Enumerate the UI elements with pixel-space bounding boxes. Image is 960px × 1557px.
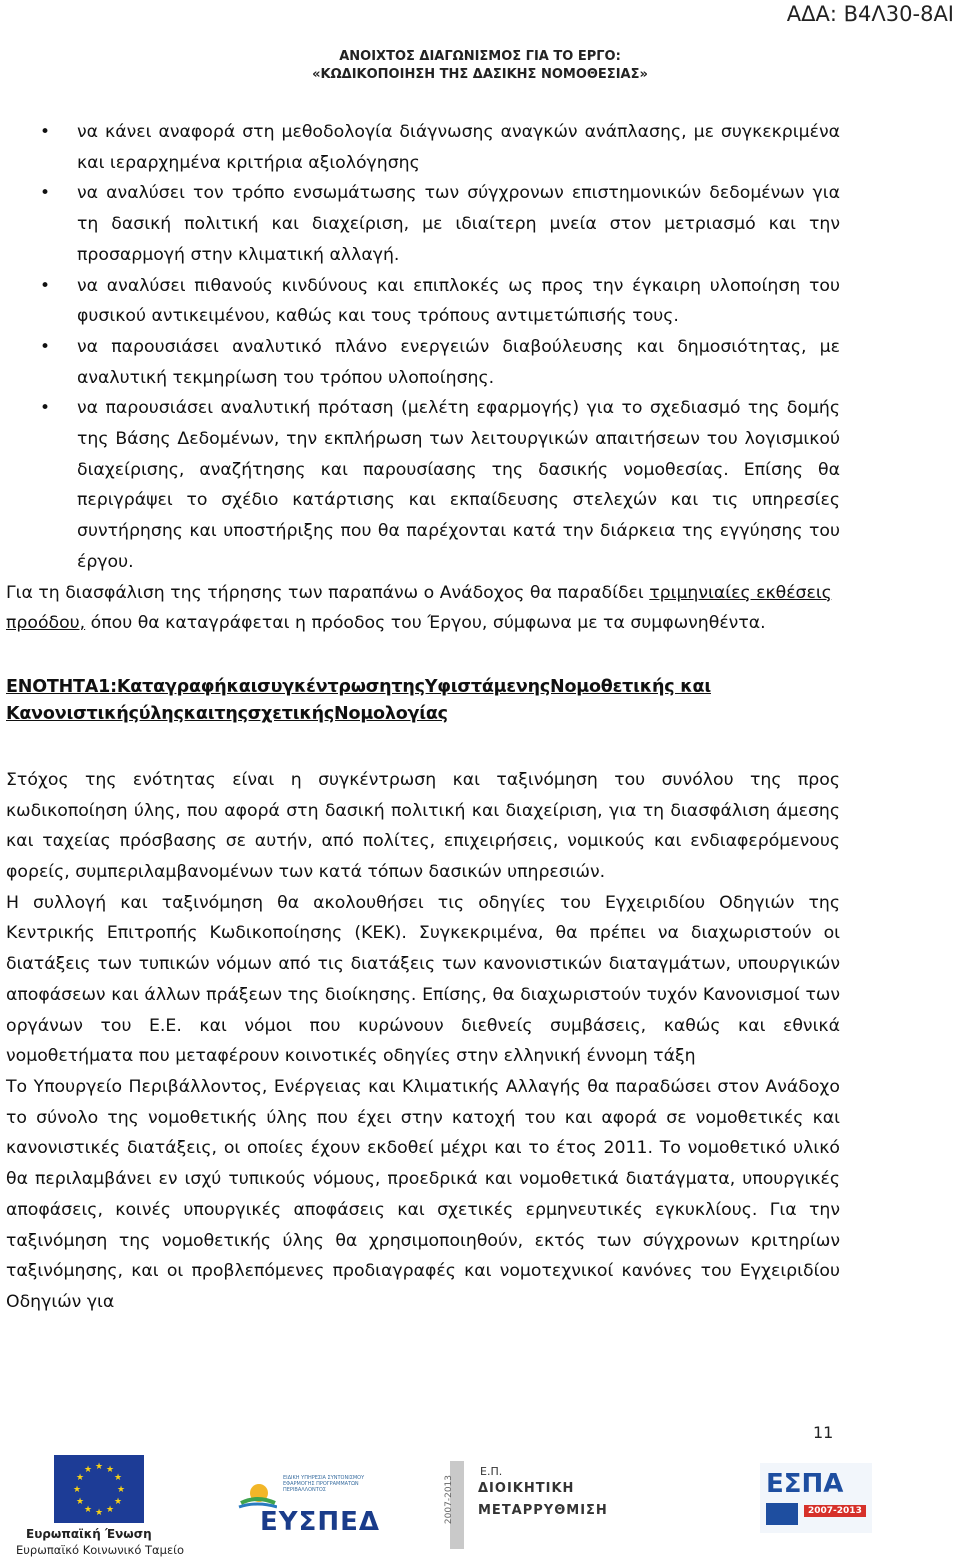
paragraph-collection: Η συλλογή και ταξινόμηση θα ακολουθήσει τις οδηγίες του Εγχειριδίου Οδηγιών της Κεντρικής Επιτροπής Κωδικοποίησης (ΚΕΚ). Συγκεκριμένα, θα πρέπει να διαχωριστούν οι διατάξεις των τυπικών νόμων από τις διατάξεις των κανονιστικών διαταγμάτων, υπουργικών αποφάσεων και άλλων πράξεων της διοίκησης. Επίσης, θα διαχωριστούν τυχόν Κανονισμοί των οργάνων του Ε.Ε. και νόμοι που κυρώνουν διεθνείς συμβάσεις, καθώς και εθνικά νομοθετήματα που μεταφέρουν κοινοτικές οδηγίες στην ελληνική έννομη τάξη xyxy=(6,892,840,1067)
espa-wordmark: ΕΣΠΑ xyxy=(766,1469,844,1499)
assurance-text: Για τη διασφάλιση της τήρησης των παραπάνω ο Ανάδοχος θα παραδίδει xyxy=(6,582,650,603)
ep-line-2: ΜΕΤΑΡΡΥΘΜΙΣΗ xyxy=(478,1503,608,1518)
eu-caption: Ευρωπαϊκή Ένωση xyxy=(26,1527,152,1541)
eysped-wordmark: ΕΥΣΠΕΔ xyxy=(260,1507,380,1537)
svg-text:★: ★ xyxy=(83,1505,93,1515)
list-item: • να αναλύσει τον τρόπο ενσωμάτωσης των σύγχρονων επιστημονικών δεδομένων για τη δασική πολιτική και διαχείριση, με ιδιαίτερη μνεία στον μετριασμό και την προσαρμογή στην κλιματική αλλαγή. xyxy=(6,178,840,270)
svg-text:★: ★ xyxy=(113,1473,123,1483)
eysped-logo xyxy=(235,1473,385,1537)
svg-text:★: ★ xyxy=(72,1485,82,1495)
svg-text:★: ★ xyxy=(105,1505,115,1515)
svg-text:★: ★ xyxy=(105,1465,115,1475)
svg-text:★: ★ xyxy=(83,1465,93,1475)
espa-logo xyxy=(760,1463,872,1533)
list-item: • να αναλύσει πιθανούς κινδύνους και επιπλοκές ως προς την έγκαιρη υλοποίηση του φυσικού αντικειμένου, καθώς και τους τρόπους αντιμετώπισής τους. xyxy=(6,271,840,332)
espa-years: 2007-2013 xyxy=(804,1505,866,1517)
page-number: 11 xyxy=(813,1423,834,1442)
ep-line-1: ΔΙΟΙΚΗΤΙΚΗ xyxy=(478,1481,575,1496)
paragraph-ministry: Το Υπουργείο Περιβάλλοντος, Ενέργειας και Κλιματικής Αλλαγής θα παραδώσει στον Ανάδοχο το σύνολο της νομοθετικής ύλης που έχει στην κατοχή του και αφορά σε νομοθετικές και κανονιστικές διατάξεις, οι οποίες έχουν εκδοθεί μέχρι και το έτος 2011. Το νομοθετικό υλικό θα περιλαμβάνει εν ισχύ τυπικούς νόμους, προεδρικά και νομοθετικά διατάγματα, υπουργικές αποφάσεις, κοινές υπουργικές αποφάσεις και σχετικές ερμηνευτικές εγκυκλίους. Για την ταξινόμηση της νομοθετικής ύλης θα χρησιμοποιηθούν, εκτός των σύγχρονων κριτηρίων ταξινόμησης, και οι προβλεπόμενες προδιαγραφές και νομοτεχνικοί κανόνες του Εγχειριδίου Οδηγιών για xyxy=(6,1076,840,1312)
eysped-caption: ΕΙΔΙΚΗ ΥΠΗΡΕΣΙΑ ΣΥΝΤΟΝΙΣΜΟΥ ΕΦΑΡΜΟΓΗΣ ΠΡΟΓΡΑΜΜΑΤΩΝ ΠΕΡΙΒΑΛΛΟΝΤΟΣ xyxy=(283,1475,365,1493)
svg-text:★: ★ xyxy=(75,1473,85,1483)
svg-text:★: ★ xyxy=(116,1485,126,1495)
document-body xyxy=(6,117,840,1318)
assurance-paragraph xyxy=(6,578,840,639)
eysped-sun-icon xyxy=(237,1473,277,1509)
header-line-1: ΑΝΟΙΧΤΟΣ ΔΙΑΓΩΝΙΣΜΟΣ ΓΙΑ ΤΟ ΕΡΓΟ: xyxy=(339,49,621,64)
greek-flag-icon xyxy=(766,1503,798,1525)
svg-text:★: ★ xyxy=(75,1497,85,1507)
list-item: • να κάνει αναφορά στη μεθοδολογία διάγνωσης αναγκών ανάπλασης, με συγκεκριμένα και ιεραρχημένα κριτήρια αξιολόγησης xyxy=(6,117,840,178)
ep-label: Ε.Π. xyxy=(480,1465,503,1478)
svg-text:★: ★ xyxy=(94,1508,104,1518)
paragraph-goal: Στόχος της ενότητας είναι η συγκέντρωση και ταξινόμηση του συνόλου της προς κωδικοποίηση ύλης, που αφορά στη δασική πολιτική και διαχείριση, για τη διασφάλιση άμεσης και ταχείας πρόσβασης σε αυτήν, από πολίτες, επιχειρήσεις, νομικούς και ενδιαφερόμενους φορείς, συμπεριλαμβανομένων των κατά τόπων δασικών υπηρεσιών. xyxy=(6,769,840,883)
ep-admin-reform-logo xyxy=(440,1461,608,1549)
list-item: • να παρουσιάσει αναλυτικό πλάνο ενεργειών διαβούλευσης και δημοσιότητας, με αναλυτική τεκμηρίωση του τρόπου υλοποίησης. xyxy=(6,332,840,393)
document-header xyxy=(0,48,960,84)
ada-code: ΑΔΑ: Β4Λ30-8ΑΙ xyxy=(786,2,954,26)
assurance-text-end: όπου θα καταγράφεται η πρόοδος του Έργου, σύμφωνα με τα συμφωνηθέντα. xyxy=(85,613,766,634)
footer-logos xyxy=(0,1455,960,1557)
quarterly-reports-underlined: τριμηνιαίες εκθέσεις προόδου, xyxy=(6,582,832,634)
svg-text:★: ★ xyxy=(113,1497,123,1507)
eu-flag-icon xyxy=(54,1455,144,1523)
ep-years: 2007-2013 xyxy=(444,1475,454,1525)
section-title: ΕΝΟΤΗΤΑ1:ΚαταγραφήκαισυγκέντρωσητηςΥφιστάμενηςΝομοθετικής και ΚανονιστικήςύληςκαιτηςσχετικήςΝομολογίας xyxy=(6,676,711,724)
svg-text:★: ★ xyxy=(94,1462,104,1472)
list-item: • να παρουσιάσει αναλυτική πρόταση (μελέτη εφαρμογής) για το σχεδιασμό της δομής της Βάσης Δεδομένων, την εκπλήρωση των λειτουργικών απαιτήσεων του λογισμικού διαχείρισης, αναζήτησης και παρουσίασης της δασικής νομοθεσίας. Επίσης θα περιγράψει το σχέδιο κατάρτισης και εκπαίδευσης στελεχών και τις υπηρεσίες συντήρησης και υποστήριξης που θα παρέχονται κατά την διάρκεια της εγγύησης του έργου. xyxy=(6,393,840,577)
requirements-list xyxy=(6,117,840,578)
header-line-2: «ΚΩΔΙΚΟΠΟΙΗΣΗ ΤΗΣ ΔΑΣΙΚΗΣ ΝΟΜΟΘΕΣΙΑΣ» xyxy=(312,67,648,82)
esf-caption: Ευρωπαϊκό Κοινωνικό Ταμείο xyxy=(16,1543,185,1557)
